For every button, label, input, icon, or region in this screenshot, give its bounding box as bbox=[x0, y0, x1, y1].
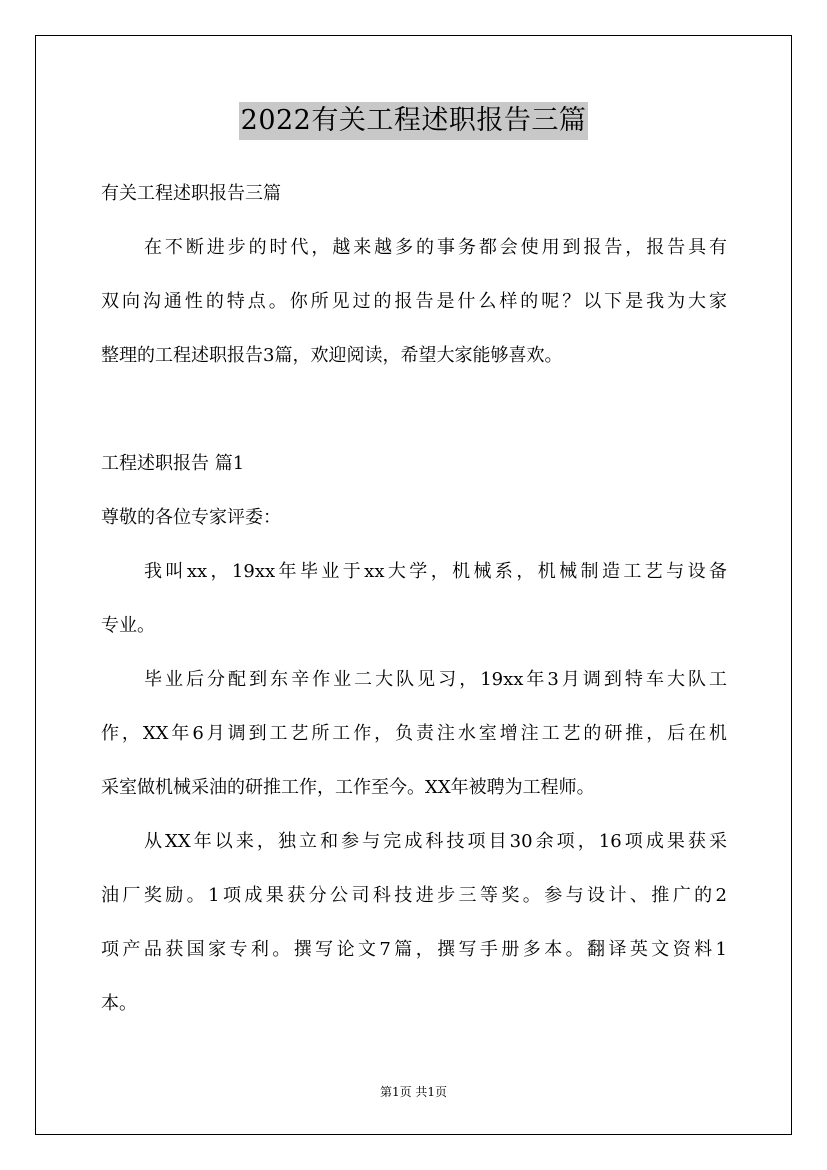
para2-line-2: 作，XX年6月调到工艺所工作，负责注水室增注工艺的研推，后在机 bbox=[101, 723, 727, 744]
para3-line-2: 油厂奖励。1项成果获分公司科技进步三等奖。参与设计、推广的2 bbox=[101, 885, 727, 906]
document-title: 2022有关工程述职报告三篇 bbox=[239, 102, 589, 140]
para2-line-1: 毕业后分配到东辛作业二大队见习，19xx年3月调到特车大队工 bbox=[144, 669, 727, 690]
intro-line-1: 在不断进步的时代，越来越多的事务都会使用到报告，报告具有 bbox=[144, 237, 727, 258]
section-heading: 工程述职报告 篇1 bbox=[101, 453, 245, 474]
para3-line-3: 项产品获国家专利。撰写论文7篇，撰写手册多本。翻译英文资料1 bbox=[101, 939, 727, 960]
salutation-line: 尊敬的各位专家评委： bbox=[101, 507, 281, 528]
subtitle-line: 有关工程述职报告三篇 bbox=[101, 183, 281, 204]
intro-line-2: 双向沟通性的特点。你所见过的报告是什么样的呢？以下是我为大家 bbox=[101, 291, 727, 312]
para1-line-1: 我叫xx，19xx年毕业于xx大学，机械系，机械制造工艺与设备 bbox=[144, 561, 727, 582]
intro-line-3: 整理的工程述职报告3篇，欢迎阅读，希望大家能够喜欢。 bbox=[101, 345, 563, 366]
para2-line-3: 采室做机械采油的研推工作，工作至今。XX年被聘为工程师。 bbox=[101, 777, 595, 798]
title-container bbox=[0, 102, 827, 140]
para1-line-2: 专业。 bbox=[101, 615, 155, 636]
page-footer: 第1页 共1页 bbox=[379, 1085, 448, 1099]
para3-line-4: 本。 bbox=[101, 993, 137, 1014]
para3-line-1: 从XX年以来，独立和参与完成科技项目30余项，16项成果获采 bbox=[144, 831, 727, 852]
